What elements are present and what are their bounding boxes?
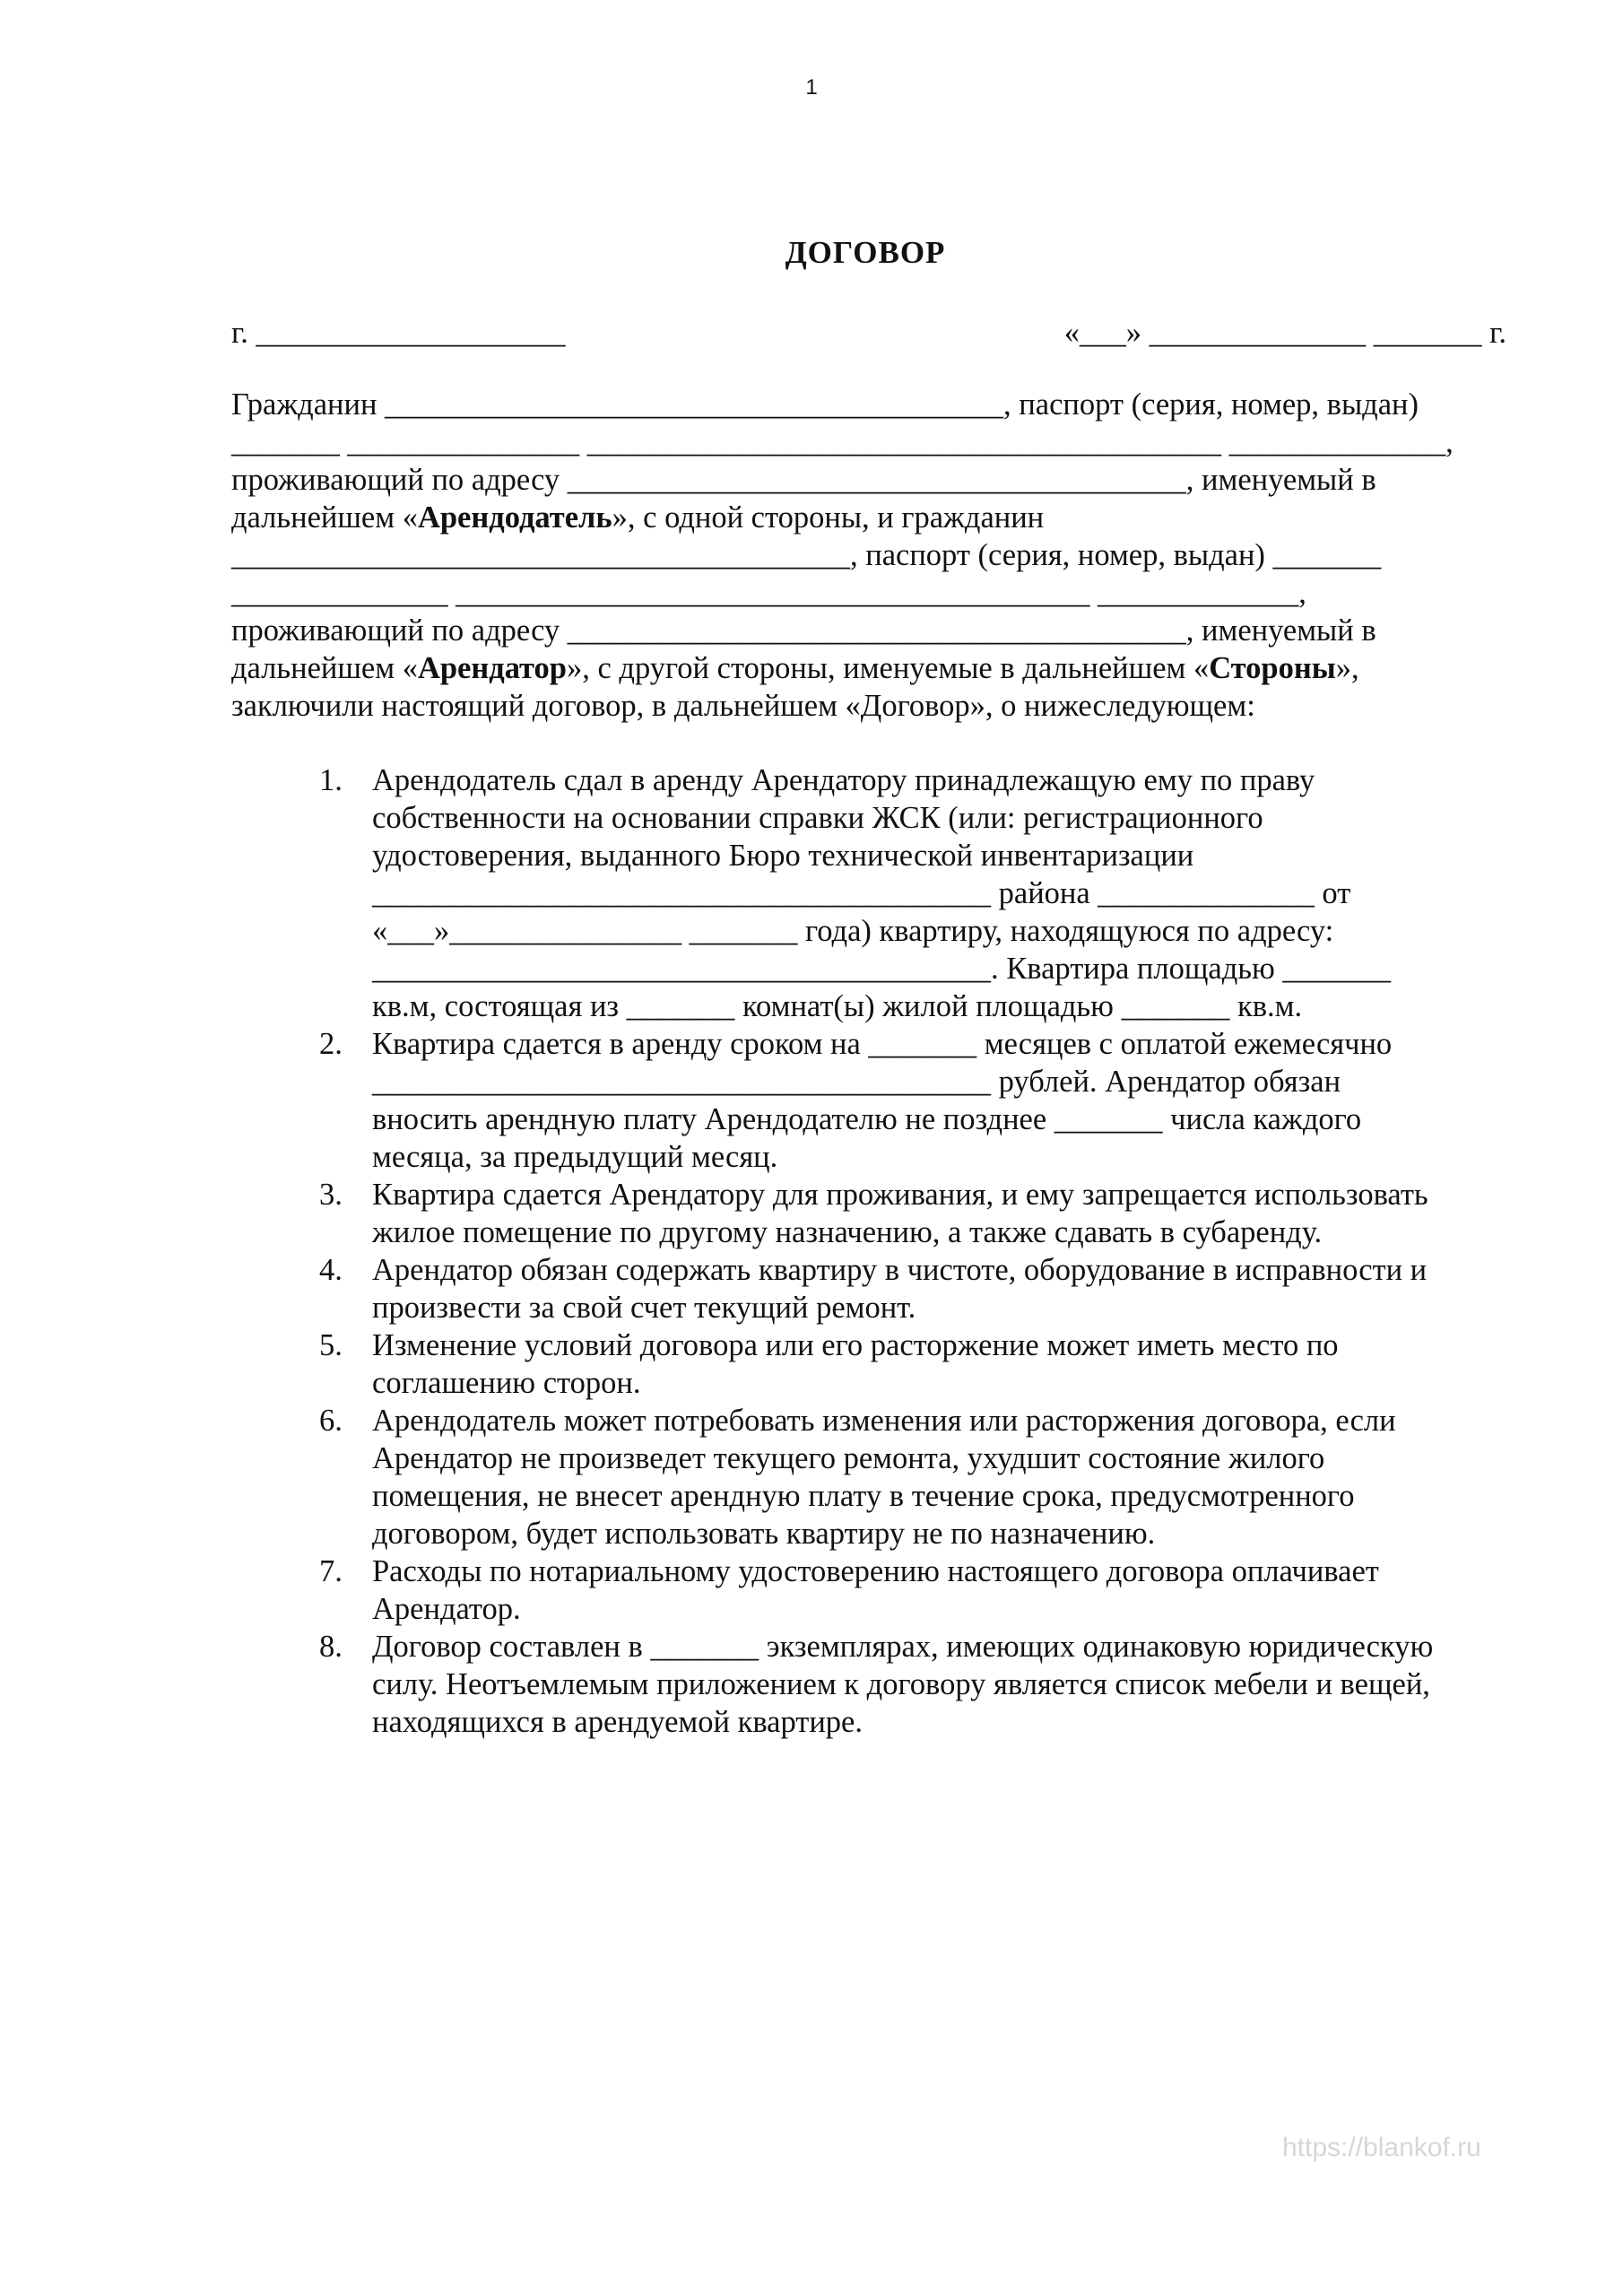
item-8-line: находящихся в арендуемой квартире. [372,1705,863,1739]
item-6-line: Арендатор не произведет текущего ремонта, ухудшит состояние жилого [372,1441,1325,1475]
item-1-line: ________________________________________ района ______________ от [372,876,1351,910]
item-1-line: кв.м, состоящая из _______ комнат(ы) жилой площадью _______ кв.м. [372,989,1303,1023]
parties-term: Стороны [1209,651,1336,685]
source-watermark: https://blankof.ru [1282,2133,1481,2162]
preamble-line-8: дальнейшем «Арендатор», с другой стороны, именуемые в дальнейшем «Стороны», [231,651,1359,685]
preamble-line-5: ________________________________________, паспорт (серия, номер, выдан) _______ [231,538,1382,572]
item-5-line: соглашению сторон. [372,1366,641,1400]
landlord-term: Арендодатель [417,500,612,535]
item-6-line: Арендодатель может потребовать изменения или расторжения договора, если [372,1404,1396,1438]
item-1-line: удостоверения, выданного Бюро технической инвентаризации [372,839,1194,873]
item-1-line: ________________________________________. Квартира площадью _______ [372,952,1392,986]
item-2-line: ________________________________________ рублей. Арендатор обязан [372,1065,1341,1099]
item-3-line: жилое помещение по другому назначению, а также сдавать в субаренду. [372,1215,1323,1249]
preamble-line-3: проживающий по адресу ________________________________________, именуемый в [231,463,1376,497]
preamble-line-4: дальнейшем «Арендодатель», с одной стороны, и гражданин [231,500,1045,535]
page-number: 1 [805,75,818,100]
item-8-line: силу. Неотъемлемым приложением к договору является список мебели и вещей, [372,1667,1430,1701]
item-4-line: произвести за свой счет текущий ремонт. [372,1291,916,1325]
item-1-line: «___»_______________ _______ года) квартиру, находящуюся по адресу: [372,914,1334,948]
tenant-term: Арендатор [417,651,567,685]
item-number: 5. [319,1328,343,1362]
item-1-line: Арендодатель сдал в аренду Арендатору принадлежащую ему по праву [372,763,1315,797]
item-7-line: Расходы по нотариальному удостоверению настоящего договора оплачивает [372,1554,1379,1588]
item-1-line: собственности на основании справки ЖСК (или: регистрационного [372,801,1263,835]
item-number: 2. [319,1027,343,1061]
item-number: 8. [319,1630,343,1664]
date-field: «___» ______________ _______ г. [1063,316,1506,350]
item-8-line: Договор составлен в _______ экземплярах, имеющих одинаковую юридическую [372,1630,1434,1664]
item-number: 1. [319,763,343,797]
preamble-line-6: ______________ _________________________________________ _____________, [231,576,1306,610]
item-7-line: Арендатор. [372,1592,521,1626]
city-field: г. ____________________ [231,316,566,350]
item-2-line: вносить арендную плату Арендодателю не позднее _______ числа каждого [372,1102,1362,1136]
item-number: 4. [319,1253,343,1287]
item-4-line: Арендатор обязан содержать квартиру в чистоте, оборудование в исправности и [372,1253,1428,1287]
item-6-line: договором, будет использовать квартиру не по назначению. [372,1517,1156,1551]
preamble-line-7: проживающий по адресу ________________________________________, именуемый в [231,613,1376,648]
item-number: 3. [319,1178,343,1212]
item-6-line: помещения, не внесет арендную плату в течение срока, предусмотренного [372,1479,1355,1513]
preamble-line-1: Гражданин ________________________________________, паспорт (серия, номер, выдан) [231,387,1419,422]
item-number: 7. [319,1554,343,1588]
preamble-line-2: _______ _______________ _________________________________________ ______________, [231,425,1454,459]
document-title: ДОГОВОР [785,235,946,270]
item-3-line: Квартира сдается Арендатору для проживания, и ему запрещается использовать [372,1178,1428,1212]
item-number: 6. [319,1404,343,1438]
preamble-line-9: заключили настоящий договор, в дальнейшем «Договор», о нижеследующем: [231,689,1255,723]
item-2-line: месяца, за предыдущий месяц. [372,1140,778,1174]
item-2-line: Квартира сдается в аренду сроком на _______ месяцев с оплатой ежемесячно [372,1027,1393,1061]
item-5-line: Изменение условий договора или его расторжение может иметь место по [372,1328,1339,1362]
